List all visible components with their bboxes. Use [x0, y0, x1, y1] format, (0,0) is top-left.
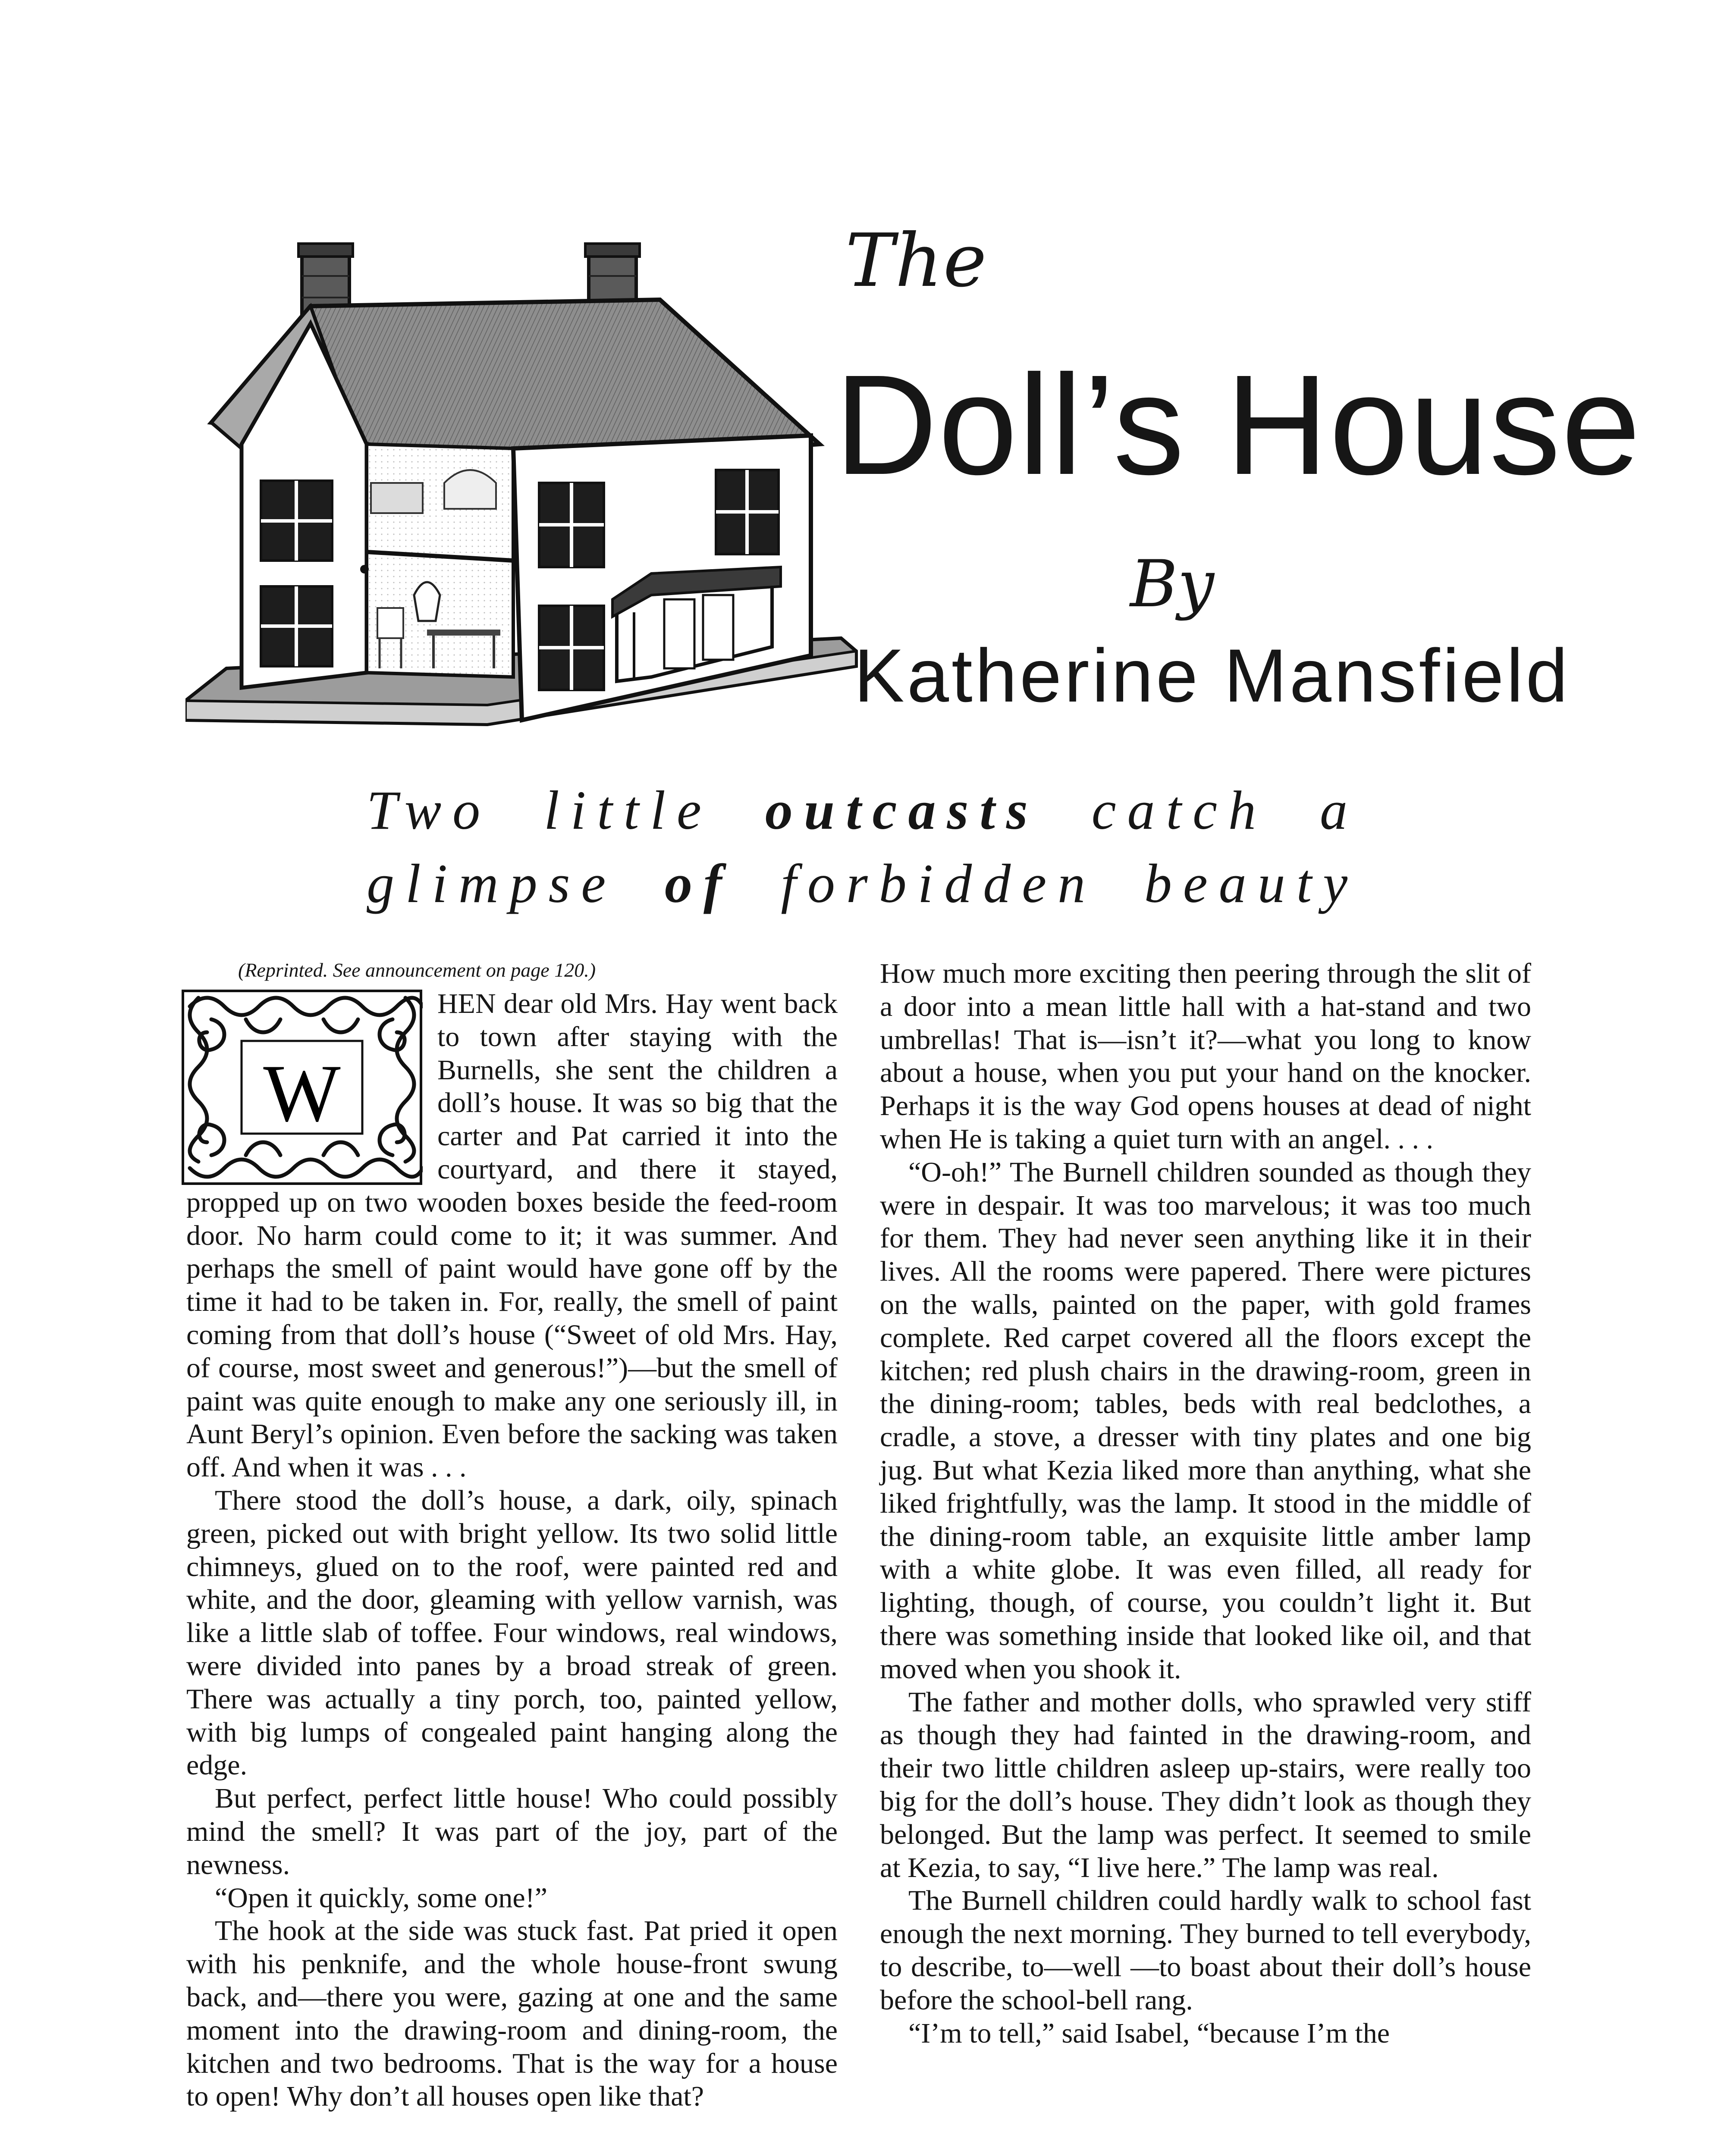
dolls-house-illustration [185, 241, 858, 755]
paragraph: “I’m to tell,” said Isabel, “because I’m the [908, 2017, 1390, 2049]
subtitle-part: catch a [1091, 780, 1359, 841]
front-window-upper-left [539, 483, 604, 567]
subtitle-part: of [664, 853, 733, 914]
ornamental-drop-cap [181, 989, 423, 1185]
title-the: The [845, 218, 988, 304]
gable-window-upper [261, 481, 332, 561]
right-column [880, 957, 1531, 2050]
paragraph: But perfect, perfect little house! Who could possibly mind the smell? It was part of the joy, part of the newness. [186, 1783, 838, 1880]
paragraph: The father and mother dolls, who sprawled very stiff as though they had fainted in the drawing-room, and their two little children asleep up-stairs, were really too big for the doll’s house. They didn’t look as though they belonged. But the lamp was perfect. It seemed to smile at Kezia, to say, “I live here.” The lamp was real. [880, 1686, 1531, 1883]
paragraph: The hook at the side was stuck fast. Pat pried it open with his penknife, and the whole house-front swung back, and—there you were, gazing at one and the same moment into the drawing-room and dining-room, the kitchen and two bedrooms. That is the way for a house to open! Why don’t all houses open like that? [186, 1915, 838, 2112]
front-window-upper-right [716, 470, 779, 554]
subtitle-part: outcasts [765, 780, 1039, 841]
left-column [186, 957, 838, 2113]
title-by: By [1130, 547, 1214, 622]
reprint-note: (Reprinted. See announcement on page 120.) [238, 959, 596, 981]
paragraph: “O-oh!” The Burnell children sounded as though they were in despair. It was too marvelous; it was too much for them. They had never seen anything like it in their lives. All the rooms were papered. There were pictures on the walls, painted on the paper, with gold frames complete. Red carpet covered all the floors except the kitchen; red plush chairs in the drawing-room, green in the dining-room; tables, beds with real bedclothes, a cradle, a stove, a dresser with tiny plates and one big jug. But what Kezia liked more than anything, what she liked frightfully, was the lamp. It stood in the middle of the dining-room table, an exquisite little amber lamp with a white globe. It was even filled, all ready for lighting, though, of course, you couldn’t light it. But there was something inside that looked like oil, and that moved when you shook it. [880, 1156, 1531, 1685]
subtitle-part: forbidden beauty [781, 853, 1359, 914]
paragraph: HEN dear old Mrs. Hay went back to town after staying with the Burnells, she sent the children a doll’s house. It was so big that the carter and Pat carried it into the courtyard, and there it stayed, propped up on two wooden boxes beside the feed-room door. No harm could come to it; it was summer. And perhaps the smell of paint would have gone off by the time it had to be taken in. For, really, the smell of paint coming from that doll’s house (“Sweet of old Mrs. Hay, of course, most sweet and generous!”)—but the smell of paint was quite enough to make any one seriously ill, in Aunt Beryl’s opinion. Even before the sacking was taken off. And when it was . . . [186, 988, 838, 1483]
paragraph: The Burnell children could hardly walk to school fast enough the next morning. They burned to tell everybody, to describe, to—well —to boast about their doll’s house before the school-bell rang. [880, 1885, 1531, 2016]
front-window-lower-left [539, 606, 604, 690]
subtitle-line-1 [367, 780, 1359, 841]
paragraph: There stood the doll’s house, a dark, oily, spinach green, picked out with bright yellow. Its two solid little chimneys, glued on to the roof, were painted red and white, and the door, gleaming with yellow varnish, was like a little slab of toffee. Four windows, real windows, were divided into panes by a broad streak of green. There was actually a tiny porch, too, painted yellow, with big lumps of congealed paint hanging along the edge. [186, 1484, 838, 1781]
subtitle-line-2 [367, 853, 1359, 914]
author-name: Katherine Mansfield [854, 634, 1570, 718]
gable-window-lower [261, 586, 332, 666]
title-main: Doll’s House [835, 345, 1642, 504]
drop-cap-letter: W [263, 1048, 341, 1139]
subtitle-part: glimpse [367, 853, 617, 914]
paragraph: How much more exciting then peering through the slit of a door into a mean little hall with a hat-stand and two umbrellas! That is—isn’t it?—what you long to know about a house, when you put your hand on the knocker. Perhaps it is the way God opens houses at dead of night when He is taking a quiet turn with an angel. . . . [880, 958, 1531, 1155]
subtitle-part: Two little [367, 780, 713, 841]
paragraph: “Open it quickly, some one!” [215, 1882, 547, 1914]
